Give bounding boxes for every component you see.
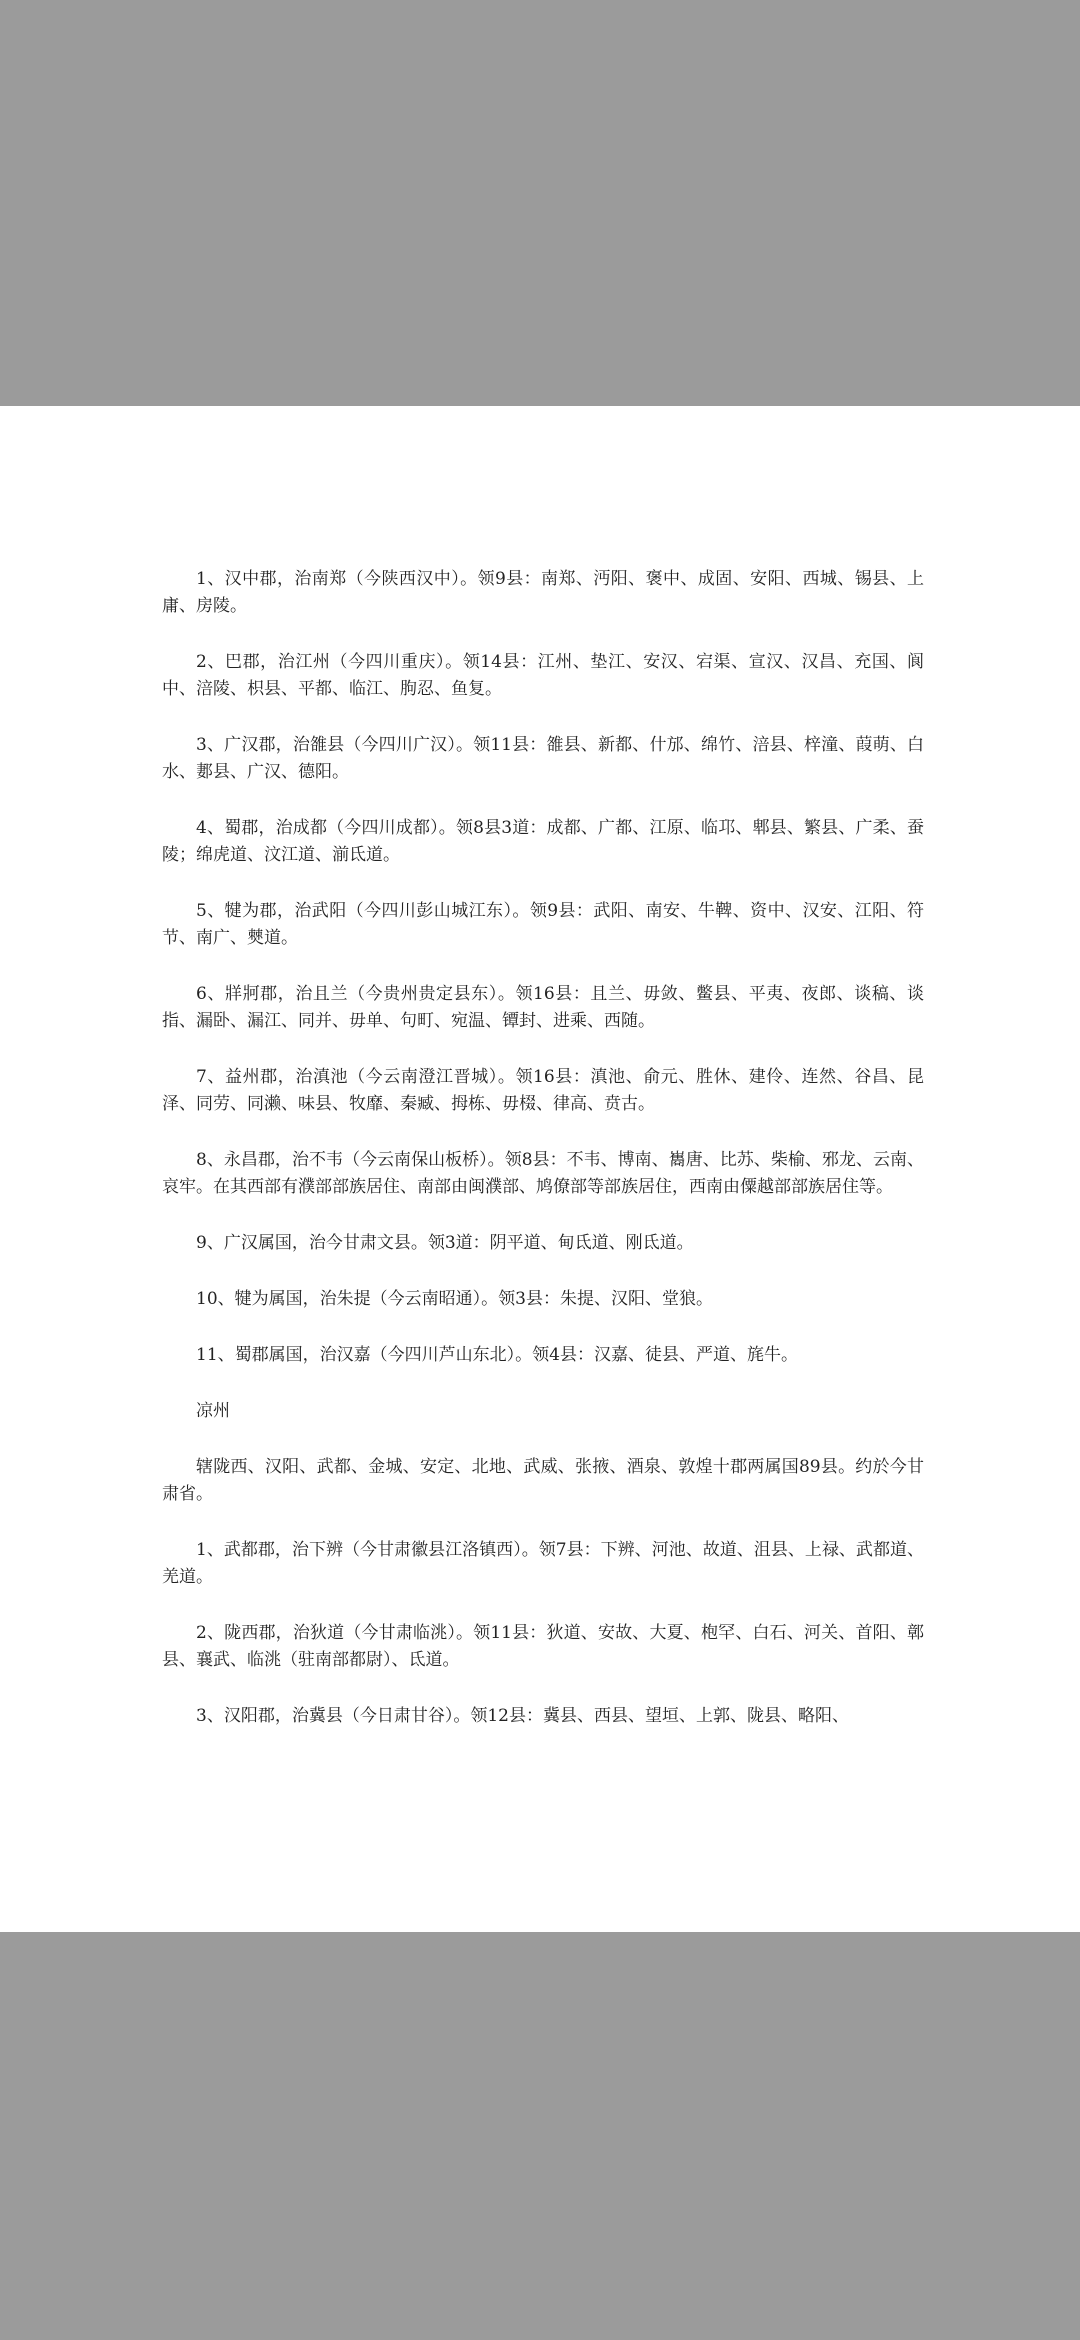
paragraph-jianwei: 5、犍为郡，治武阳（今四川彭山城江东）。领9县：武阳、南安、牛鞞、资中、汉安、江阳、符节、南广、僰道。: [162, 901, 924, 948]
paragraph-hanzhong: 1、汉中郡，治南郑（今陕西汉中）。领9县：南郑、沔阳、褒中、成固、安阳、西城、锡县、上庸、房陵。: [162, 569, 924, 616]
paragraph-yongchang: 8、永昌郡，治不韦（今云南保山板桥）。领8县：不韦、博南、巂唐、比苏、柴榆、邪龙、云南、哀牢。在其西部有濮部部族居住、南部由闽濮部、鸠僚部等部族居住，西南由僳越部部族居住等。: [162, 1150, 924, 1197]
paragraph-shu: 4、蜀郡，治成都（今四川成都）。领8县3道：成都、广都、江原、临邛、郫县、繁县、广柔、蚕陵；绵虎道、汶江道、湔氐道。: [162, 818, 924, 865]
paragraph-shu-shuguo: 11、蜀郡属国，治汉嘉（今四川芦山东北）。领4县：汉嘉、徒县、严道、旄牛。: [196, 1345, 798, 1365]
paragraph-yizhou: 7、益州郡，治滇池（今云南澄江晋城）。领16县：滇池、俞元、胜休、建伶、连然、谷昌、昆泽、同劳、同濑、味县、牧靡、秦臧、拇栋、毋棳、律高、贲古。: [162, 1067, 924, 1114]
paragraph-ba: 2、巴郡，治江州（今四川重庆）。领14县：江州、垫江、安汉、宕渠、宣汉、汉昌、充国、阆中、涪陵、枳县、平都、临江、朐忍、鱼复。: [162, 652, 924, 699]
section-heading-liangzhou: 凉州: [196, 1401, 230, 1421]
paragraph-guanghan-shuguo: 9、广汉属国，治今甘肃文县。领3道：阴平道、甸氐道、刚氐道。: [196, 1233, 694, 1253]
page-content: [162, 566, 924, 1759]
document-page: [0, 406, 1080, 1932]
paragraph-guanghan: 3、广汉郡，治雒县（今四川广汉）。领11县：雒县、新都、什邡、绵竹、涪县、梓潼、葭萌、白水、郪县、广汉、德阳。: [162, 735, 924, 782]
paragraph-hanyang: 3、汉阳郡，治冀县（今日肃甘谷）。领12县：冀县、西县、望垣、上郭、陇县、略阳、: [196, 1706, 849, 1726]
paragraph-liangzhou-intro: 辖陇西、汉阳、武都、金城、安定、北地、武威、张掖、酒泉、敦煌十郡两属国89县。约於今甘肃省。: [162, 1457, 924, 1504]
paragraph-jianwei-shuguo: 10、犍为属国，治朱提（今云南昭通）。领3县：朱提、汉阳、堂狼。: [196, 1289, 713, 1309]
paragraph-longxi: 2、陇西郡，治狄道（今甘肃临洮）。领11县：狄道、安故、大夏、枹罕、白石、河关、首阳、鄣县、襄武、临洮（驻南部都尉）、氐道。: [162, 1623, 924, 1670]
paragraph-zangke: 6、牂牁郡，治且兰（今贵州贵定县东）。领16县：且兰、毋敛、鳖县、平夷、夜郎、谈稿、谈指、漏卧、漏江、同并、毋单、句町、宛温、镡封、进乘、西随。: [162, 984, 924, 1031]
paragraph-wudu: 1、武都郡，治下辨（今甘肃徽县江洛镇西）。领7县：下辨、河池、故道、沮县、上禄、武都道、羌道。: [162, 1540, 924, 1587]
